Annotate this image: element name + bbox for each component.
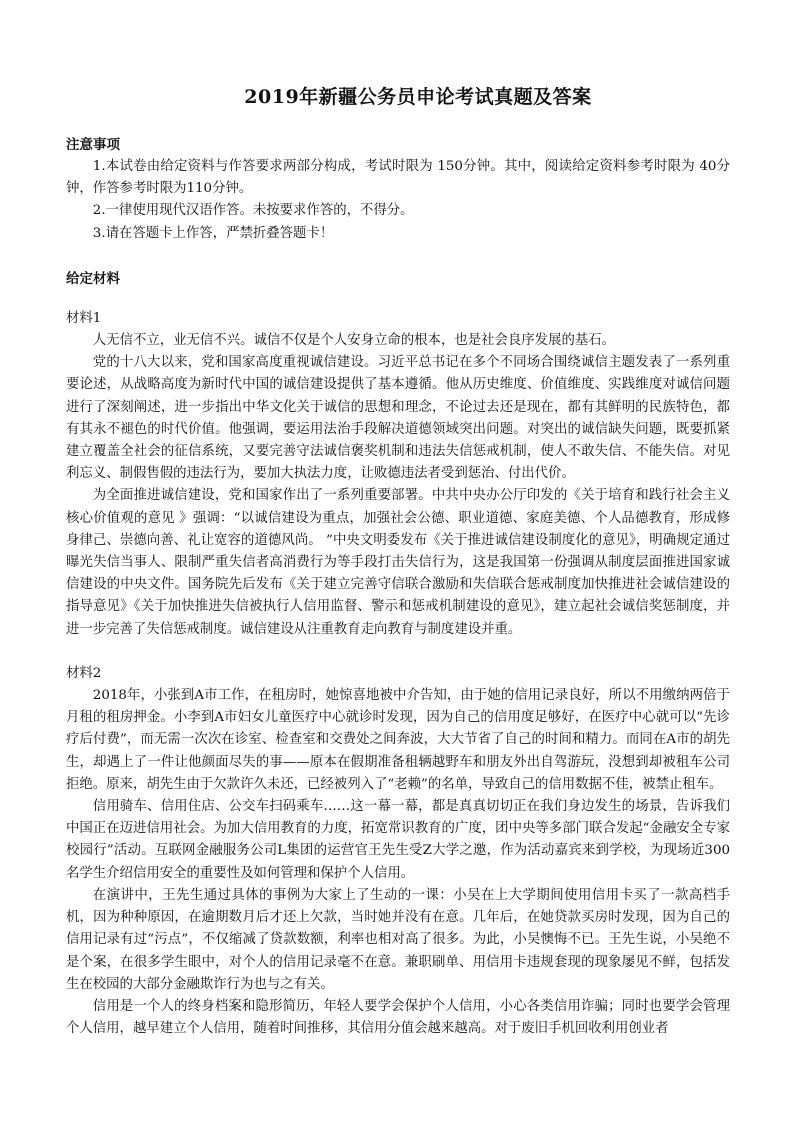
spacer	[66, 290, 730, 308]
notice-list	[66, 156, 730, 245]
paragraph: 信用骑车、信用住店、公交车扫码乘车……这一幕一幕，都是真真切切正在我们身边发生的场景，告诉我们中国正在迈进信用社会。为加大信用教育的力度，拓宽常识教育的广度，团中央等多部门联合发起“金融安全专家校园行”活动。互联网金融服务公司L集团的运营官王先生受Z大学之邀，作为活动嘉宾来到学校，为现场近300名学生介绍信用安全的重要性及如何管理和保护个人信用。	[66, 799, 730, 881]
spacer	[66, 641, 730, 663]
paragraph: 在演讲中，王先生通过具体的事例为大家上了生动的一课：小吴在上大学期间使用信用卡买了一款高档手机，因为种种原因，在逾期数月后才还上欠款，当时她并没有在意。几年后，在她贷款买房时发现，因为自己的信用记录有过“污点”，不仅缩减了贷款数额，利率也相对高了很多。为此，小吴懊悔不已。王先生说，小吴绝不是个案，在很多学生眼中，对个人的信用记录毫不在意。兼职刷单、用信用卡违规套现的现象屡见不鲜，包括发生在校园的大部分金融欺诈行为也与之有关。	[66, 887, 730, 992]
document-page	[66, 84, 730, 1040]
paragraph: 人无信不立，业无信不兴。诚信不仅是个人安身立命的根本，也是社会良序发展的基石。	[92, 333, 616, 349]
material-2	[66, 663, 730, 1040]
material-label: 材料2	[66, 665, 102, 681]
paragraph: 党的十八大以来，党和国家高度重视诚信建设。习近平总书记在多个不同场合围绕诚信主题发表了一系列重要论述，从战略高度为新时代中国的诚信建设提供了基本遵循。他从历史维度、价值维度、实践维度对诚信问题进行了深刻阐述，进一步指出中华文化关于诚信的思想和理念，不论过去还是现在，都有其鲜明的民族特色，都有其永不褪色的时代价值。他强调，要运用法治手段解决道德领域突出问题。对突出的诚信缺失问题，既要抓紧建立覆盖全社会的征信系统，又要完善守法诚信褒奖机制和违法失信惩戒机制，使人不敢失信、不能失信。对见利忘义、制假售假的违法行为，要加大执法力度，让败德违法者受到惩治、付出代价。	[66, 355, 730, 482]
notice-item: 3.请在答题卡上作答，严禁折叠答题卡！	[92, 225, 334, 241]
paragraph: 信用是一个人的终身档案和隐形简历，年轻人要学会保护个人信用，小心各类信用诈骗；同时也要学会管理个人信用，越早建立个人信用，随着时间推移，其信用分值会越来越高。对于废旧手机回收利用创业者	[66, 998, 730, 1037]
material-1	[66, 308, 730, 641]
paragraph: 2018年，小张到A市工作，在租房时，她惊喜地被中介告知，由于她的信用记录良好，所以不用缴纳两倍于月租的租房押金。小李到A市妇女儿童医疗中心就诊时发现，因为自己的信用度足够好，在医疗中心就可以“先诊疗后付费”，而无需一次次在诊室、检查室和交费处之间奔波，大大节省了自己的时间和精力。而同在A市的胡先生，却遇上了一件让他颜面尽失的事——原本在假期准备租辆越野车和朋友外出自驾游玩，没想到却被租车公司拒绝。原来，胡先生由于欠款许久未还，已经被列入了“老赖”的名单，导致自己的信用数据不佳，被禁止租车。	[66, 688, 730, 792]
notice-item: 1.本试卷由给定资料与作答要求两部分构成，考试时限为 150分钟。其中，阅读给定资料参考时限为 40分钟，作答参考时限为110分钟。	[66, 159, 730, 197]
materials-heading: 给定材料	[66, 270, 120, 287]
paragraph: 为全面推进诚信建设，党和国家作出了一系列重要部署。中共中央办公厅印发的《关于培育和践行社会主义核心价值观的意见 》强调：“以诚信建设为重点，加强社会公德、职业道德、家庭美德、个人品德教育，形成修身律己、崇德向善、礼让宽容的道德风尚。 ”中央文明委发布《关于推进诚信建设制度化的意见》，明确规定通过曝光失信当事人、限制严重失信者高消费行为等手段打击失信行为，这是我国第一份强调从制度层面推进国家诚信建设的中央文件。国务院先后发布《关于建立完善守信联合激励和失信联合惩戒制度加快推进社会诚信建设的指导意见》《关于加快推进失信被执行人信用监督、警示和惩戒机制建设的意见》，建立起社会诚信奖惩制度，并进一步完善了失信惩戒制度。诚信建设从注重教育走向教育与制度建设并重。	[66, 488, 730, 637]
notice-heading: 注意事项	[66, 137, 120, 153]
notice-section	[66, 134, 730, 245]
material-label: 材料1	[66, 310, 102, 326]
page-title: 2019年新疆公务员申论考试真题及答案	[244, 86, 592, 108]
materials-section	[66, 268, 730, 1041]
notice-item: 2.一律使用现代汉语作答。未按要求作答的，不得分。	[92, 203, 414, 219]
